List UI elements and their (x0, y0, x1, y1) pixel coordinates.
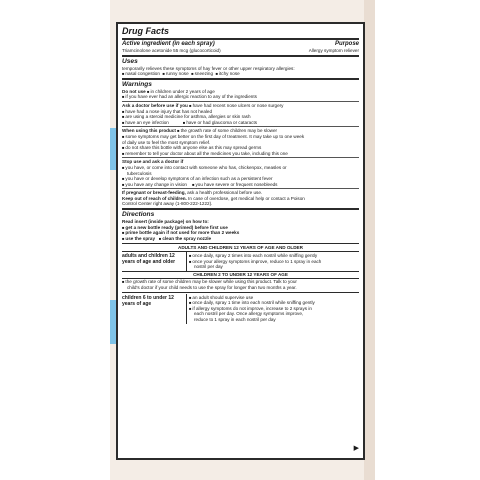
ask-doctor-item: ■ have had a nose injury that has not healed (122, 109, 359, 115)
carton-side-edge (364, 0, 375, 480)
ask-doctor-item: ■ are using a steroid medicine for asthma, allergies or skin rash (122, 114, 359, 120)
ask-doctor-item: ■ have had recent nose ulcers or nose surgery (189, 103, 283, 108)
children-line: ■ if allergy symptoms do not improve, increase to 2 sprays in (189, 306, 359, 312)
warnings-heading: Warnings (122, 80, 152, 88)
children-line: reduce to 1 spray in each nostril per day (194, 316, 276, 322)
when-using-label: When using this product (122, 128, 176, 134)
continue-arrow-icon: ▶ (353, 445, 359, 453)
divider (122, 126, 359, 127)
directions-heading: Directions (122, 211, 155, 219)
adults-line: nostril per day (194, 264, 223, 270)
active-header-right: Purpose (334, 41, 359, 47)
ask-doctor-label: Ask a doctor before use if you (122, 102, 188, 108)
adults-line: ■ once daily, spray 2 times into each nostril while sniffing gently (189, 253, 359, 259)
active-ingredient-row (122, 48, 359, 54)
active-ingredient: Triamcinolone acetonide 55 mcg (glucocorticoid) (122, 48, 221, 53)
when-using-item: of daily use to feel the most symptom relief. (122, 139, 211, 145)
stop-use-item: ■ you have, or come into contact with someone who has, chickenpox, measles or (122, 165, 359, 171)
band-adults: ADULTS AND CHILDREN 12 YEARS OF AGE AND OLDER (122, 243, 359, 252)
active-header (122, 41, 359, 48)
divider (122, 157, 359, 158)
do-not-use-item: ■ in children under 2 years of age (147, 89, 215, 94)
uses-heading: Uses (122, 57, 138, 65)
uses-item: ■ nasal congestion (122, 71, 160, 76)
stop-use-item: ■ you have any change in vision (122, 182, 187, 187)
do-not-use-label: Do not use (122, 88, 146, 94)
children-instructions (187, 294, 359, 324)
divider (122, 55, 359, 57)
divider (122, 38, 359, 40)
stop-use-line (122, 182, 359, 188)
children-table (122, 294, 359, 324)
uses-item: ■ runny nose (162, 71, 188, 76)
direction-step-line (122, 236, 359, 242)
stop-use-item: ■ you have or develop symptoms of an infection such as a persistent fever (122, 176, 359, 182)
divider (122, 78, 359, 80)
uses-item: ■ itchy nose (216, 71, 240, 76)
band-children: CHILDREN 2 TO UNDER 12 YEARS OF AGE (122, 272, 359, 280)
stop-use-item: tuberculosis (127, 170, 152, 176)
uses-intro: temporarily relieves these symptoms of hay fever or other upper respiratory allergies: (122, 65, 295, 71)
divider (122, 188, 359, 189)
ask-doctor-item: ■ have or had glaucoma or cataracts (183, 120, 257, 125)
children-line: each nostril per day. Once allergy symptoms improve, (194, 311, 304, 317)
divider (122, 208, 359, 210)
direction-step: ■ get a new bottle ready (primed) before first use (122, 225, 359, 231)
when-using-item: ■ do not share this bottle with anyone else as this may spread germs (122, 145, 359, 151)
stop-use-label: Stop use and ask a doctor if (122, 159, 184, 165)
keep-out-text: In case of overdose, get medical help or contact a Poison (188, 195, 305, 201)
when-using-item: ■ remember to tell your doctor about all the medicines you take, including this one (122, 151, 359, 157)
adults-table (122, 252, 359, 272)
direction-step: ■ clean the spray nozzle (159, 236, 211, 241)
direction-step: ■ prime bottle again if not used for more than 2 weeks (122, 230, 359, 236)
when-using-item: ■ the growth rate of some children may be slower (177, 128, 277, 133)
ask-doctor-item: ■ have an eye infection (122, 120, 169, 125)
ask-doctor-line (122, 120, 359, 126)
children-note: ■ the growth rate of some children may be slower while using this product. Talk to your (122, 279, 359, 285)
children-line: ■ an adult should supervise use (189, 295, 359, 301)
drug-facts-panel (116, 22, 365, 460)
uses-item: ■ sneezing (191, 71, 213, 76)
when-using-item: ■ some symptoms may get better on the first day of treatment. It may take up to one week (122, 134, 359, 140)
children-label: children 6 to under 12 years of age (122, 294, 187, 324)
uses-list (122, 71, 359, 77)
pregnant-label: If pregnant or breast-feeding, (122, 190, 186, 196)
keep-out-text-cont: Control Center right away (1-800-222-1222). (122, 201, 213, 207)
children-note: child's doctor if your child needs to use the spray for longer than two months a year. (127, 285, 297, 290)
divider (122, 101, 359, 102)
keep-out-label: Keep out of reach of children. (122, 195, 187, 201)
active-header-left: Active ingredient (in each spray) (122, 41, 215, 47)
adults-label: adults and children 12 years of age and older (122, 252, 187, 271)
divider (122, 292, 359, 293)
do-not-use-item: ■ if you have ever had an allergic reaction to any of the ingredients (122, 94, 359, 100)
adults-instructions (187, 252, 359, 271)
stop-use-item: ■ you have severe or frequent nosebleeds (192, 182, 277, 187)
adults-line: ■ once your allergy symptoms improve, reduce to 1 spray in each (189, 259, 359, 265)
pregnant-text: ask a health professional before use. (187, 190, 263, 196)
read-insert: Read insert (inside package) on how to: (122, 219, 209, 225)
children-line: ■ once daily, spray 1 time into each nostril while sniffing gently (189, 300, 359, 306)
drug-facts-title: Drug Facts (122, 26, 170, 36)
direction-step: ■ use the spray (122, 236, 155, 241)
active-purpose: Allergy symptom reliever (308, 48, 359, 53)
